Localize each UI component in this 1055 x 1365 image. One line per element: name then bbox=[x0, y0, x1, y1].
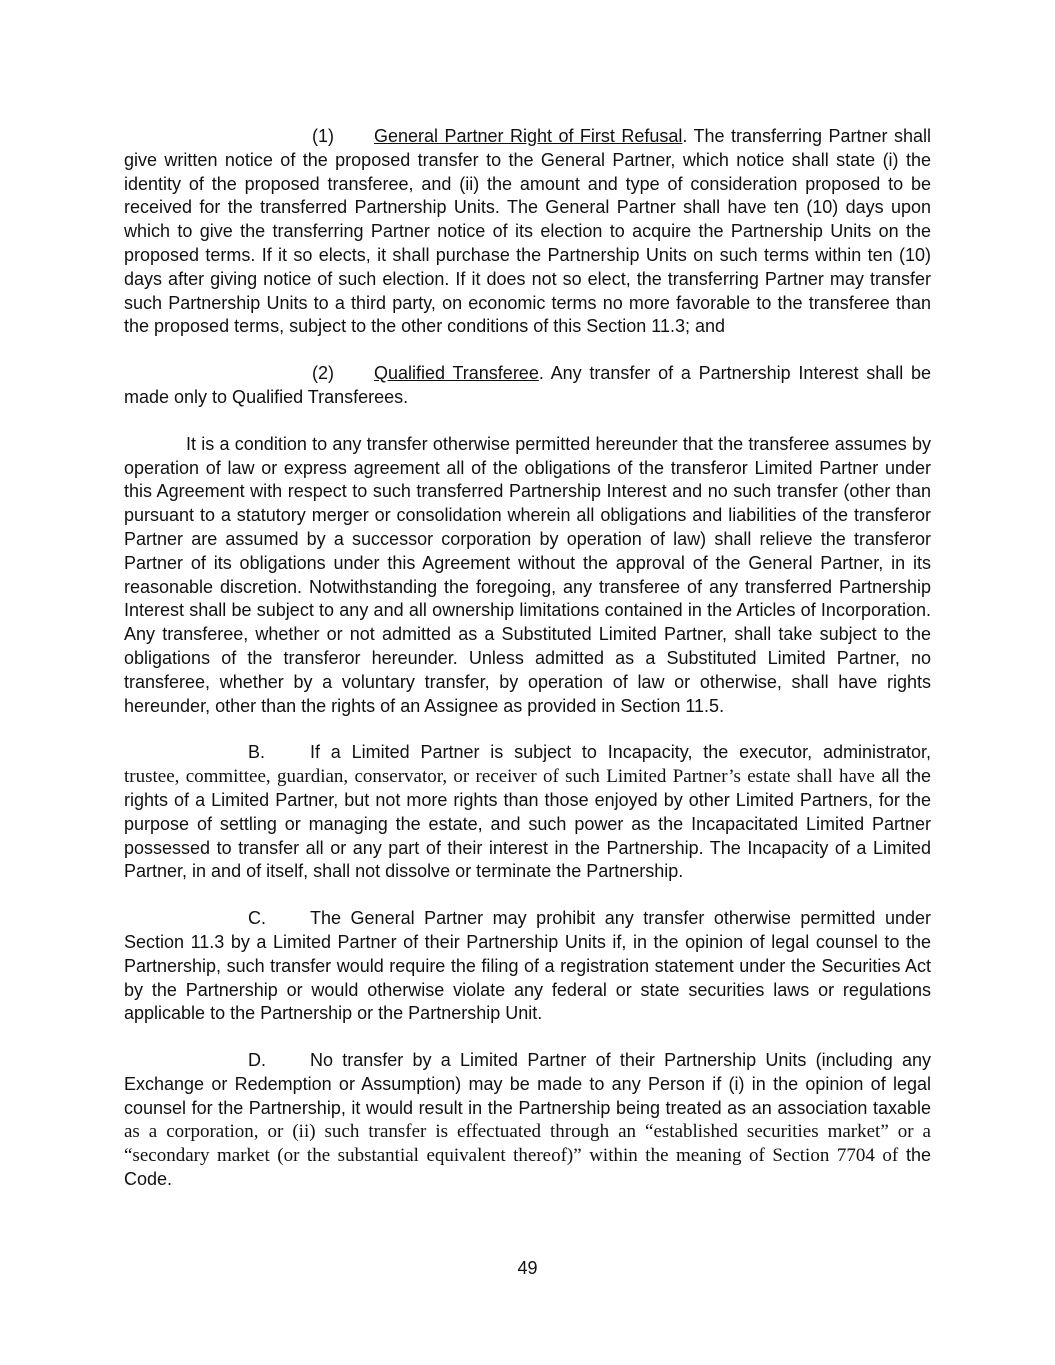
paragraph-text-a: No transfer by a Limited Partner of their Partnership Units (including any Exchange or Redemption or Assumption) may be made to any Person if (i) in the opinion of legal counsel for the Partnership, it would result in the Partnership being treated as an association taxable bbox=[124, 1050, 931, 1118]
item-label: D. bbox=[248, 1050, 266, 1071]
item-text: . Any transfer of a Partnership Interest shall be made only to Qualified Transferees. bbox=[124, 363, 931, 407]
item-heading: Qualified Transferee bbox=[374, 363, 539, 384]
paragraph-text: It is a condition to any transfer otherwise permitted hereunder that the transferee assumes by operation of law or express agreement all of the obligations of the transferor Limited Partner under this Agreement with respect to such transferred Partnership Interest and no such transfer (other than pursuant to a statutory merger or consolidation wherein all obligations and liabilities of the transferor Partner are assumed by a successor corporation by operation of law) shall relieve the transferor Partner of its obligations under this Agreement without the approval of the General Partner, in its reasonable discretion. Notwithstanding the foregoing, any transferee of any transferred Partnership Interest shall be subject to any and all ownership limitations contained in the Articles of Incorporation. Any transferee, whether or not admitted as a Substituted Limited Partner, shall take subject to the obligations of the transferor hereunder. Unless admitted as a Substituted Limited Partner, no transferee, whether by a voluntary transfer, by operation of law or otherwise, shall have rights hereunder, other than the rights of an Assignee as provided in Section 11.5. bbox=[124, 433, 931, 716]
paragraph-d-tax-status bbox=[124, 1049, 931, 1192]
page-number: 49 bbox=[517, 1258, 538, 1278]
paragraph-text-b: the Code. bbox=[124, 1145, 932, 1190]
paragraph-b-incapacity bbox=[124, 741, 931, 884]
paragraph-c-securities bbox=[124, 907, 931, 1026]
paragraph-transfer-condition bbox=[124, 433, 931, 719]
paragraph-text-a: If a Limited Partner is subject to Incapacity, the executor, administrator, bbox=[310, 742, 931, 763]
item-label: (2) bbox=[312, 363, 334, 384]
item-label: C. bbox=[248, 908, 266, 929]
item-heading: General Partner Right of First Refusal bbox=[374, 126, 683, 146]
paragraph-text-b: all the rights of a Limited Partner, but not more rights than those enjoyed by other Limited Partners, for the purpose of settling or managing the estate, and such power as the Incapacitated Limited Partner possessed to transfer all or any part of their interest in the Partnership. The Incapacity of a Limited Partner, in and of itself, shall not dissolve or terminate the Partnership. bbox=[124, 766, 931, 882]
item-label: B. bbox=[248, 742, 266, 763]
paragraph-text-serif: as a corporation, or (ii) such transfer is effectuated through an “established securities market” or a “secondary market (or the substantial equivalent thereof)” within the meaning of Section 7704 of bbox=[124, 1121, 931, 1167]
paragraph-text: The General Partner may prohibit any transfer otherwise permitted under Section 11.3 by a Limited Partner of their Partnership Units if, in the opinion of legal counsel to the Partnership, such transfer would require the filing of a registration statement under the Securities Act by the Partnership or would otherwise violate any federal or state securities laws or regulations applicable to the Partnership or the Partnership Unit. bbox=[124, 908, 931, 1024]
paragraph-qualified-transferee bbox=[124, 362, 931, 410]
item-label: (1) bbox=[312, 126, 334, 146]
item-text: . The transferring Partner shall give written notice of the proposed transfer to the General Partner, which notice shall state (i) the identity of the proposed transferee, and (ii) the amount and type of consideration proposed to be received for the transferred Partnership Units. The General Partner shall have ten (10) days upon which to give the transferring Partner notice of its election to acquire the Partnership Units on the proposed terms. If it so elects, it shall purchase the Partnership Units on such terms within ten (10) days after giving notice of such election. If it does not so elect, the transferring Partner may transfer such Partnership Units to a third party, on economic terms no more favorable to the transferee than the proposed terms, subject to the other conditions of this Section 11.3; and bbox=[124, 126, 932, 337]
paragraph-text-serif: trustee, committee, guardian, conservator, or receiver of such Limited Partner’s estate shall have bbox=[124, 766, 875, 788]
paragraph-general-partner-right-of-first-refusal bbox=[124, 125, 931, 339]
document-body bbox=[124, 125, 931, 1192]
